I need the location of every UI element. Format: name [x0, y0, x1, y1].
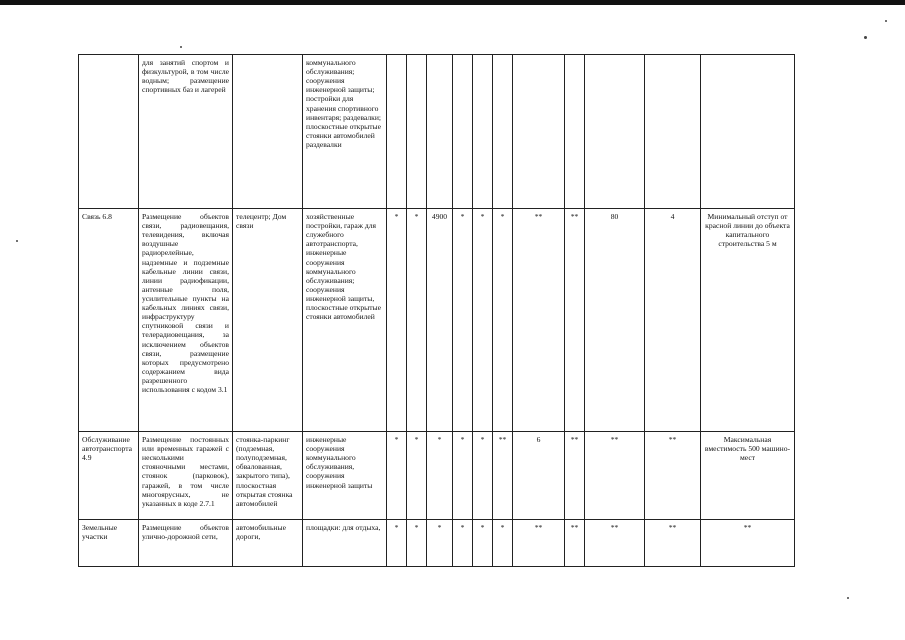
- parameter-cell: [427, 55, 453, 209]
- parameter-cell: *: [387, 209, 407, 432]
- parameter-cell: [473, 55, 493, 209]
- parameter-cell: *: [493, 209, 513, 432]
- parameter-cell: **: [585, 520, 645, 567]
- parameter-cell: *: [493, 520, 513, 567]
- scan-speck: [864, 36, 867, 39]
- parameter-cell: [513, 55, 565, 209]
- use-examples-cell: автомобильные дороги,: [233, 520, 303, 567]
- scan-speck: [847, 597, 849, 599]
- use-description-cell: Размещение объектов связи, радиовещания, телевидения, включая воздушные радиорелейные, надземные и подземные кабельные линии связи, линии радиофикации, антенные поля, усилительные пункты на кабельных линиях связи, инфраструктуру спутниковой связи и телерадиовещания, за исключением объектов связи, размещение которых предусмотрено содержанием вида разрешенного использования с кодом 3.1: [139, 209, 233, 432]
- table-row: [79, 432, 795, 520]
- parameter-cell: [453, 55, 473, 209]
- scan-top-edge: [0, 0, 905, 5]
- parameter-cell: **: [565, 520, 585, 567]
- table-row: [79, 520, 795, 567]
- parameter-cell: *: [453, 209, 473, 432]
- use-description-cell: Размещение постоянных или временных гаражей с несколькими стояночными местами, стоянок (парковок), гаражей, в том числе многоярусных, не указанных в коде 2.7.1: [139, 432, 233, 520]
- use-description-cell: Размещение объектов улично-дорожной сети,: [139, 520, 233, 567]
- parameter-cell: *: [453, 520, 473, 567]
- parameter-cell: **: [585, 432, 645, 520]
- parameter-cell: [565, 55, 585, 209]
- note-cell: Минимальный отступ от красной линии до объекта капитального строительства 5 м: [701, 209, 795, 432]
- parameter-cell: *: [473, 209, 493, 432]
- auxiliary-uses-cell: коммунального обслуживания; сооружения инженерной защиты; постройки для хранения спортивного инвентаря; раздевалки; плоскостные открытые стоянки автомобилей раздевалки: [303, 55, 387, 209]
- parameter-cell: *: [407, 209, 427, 432]
- parameter-cell: *: [453, 432, 473, 520]
- parameter-cell: *: [427, 520, 453, 567]
- parameter-cell: [407, 55, 427, 209]
- parameter-cell: *: [427, 432, 453, 520]
- parameter-cell: [585, 55, 645, 209]
- use-name-cell: Земельные участки: [79, 520, 139, 567]
- auxiliary-uses-cell: инженерные сооружения коммунального обслуживания, сооружения инженерной защиты: [303, 432, 387, 520]
- note-cell: **: [701, 520, 795, 567]
- use-name-cell: Обслуживание автотранспорта 4.9: [79, 432, 139, 520]
- use-name-cell: Связь 6.8: [79, 209, 139, 432]
- parameter-cell: **: [565, 209, 585, 432]
- parameter-cell: *: [387, 520, 407, 567]
- parameter-cell: **: [645, 432, 701, 520]
- parameter-cell: *: [473, 520, 493, 567]
- use-examples-cell: телецентр; Дом связи: [233, 209, 303, 432]
- parameter-cell: *: [387, 432, 407, 520]
- auxiliary-uses-cell: хозяйственные постройки, гараж для служебного автотранспорта, инженерные сооружения коммунального обслуживания; сооружения инженерной защиты, плоскостные открытые стоянки автомобилей: [303, 209, 387, 432]
- parameter-cell: 80: [585, 209, 645, 432]
- note-cell: [701, 55, 795, 209]
- scan-speck: [16, 240, 18, 242]
- parameter-cell: [493, 55, 513, 209]
- parameter-cell: **: [493, 432, 513, 520]
- parameter-cell: 6: [513, 432, 565, 520]
- note-cell: Максимальная вместимость 500 машино-мест: [701, 432, 795, 520]
- parameter-cell: *: [407, 520, 427, 567]
- parameter-cell: *: [407, 432, 427, 520]
- parameter-cell: [387, 55, 407, 209]
- use-name-cell: [79, 55, 139, 209]
- parameter-cell: 4900: [427, 209, 453, 432]
- parameter-cell: *: [473, 432, 493, 520]
- use-examples-cell: [233, 55, 303, 209]
- use-description-cell: для занятий спортом и физкультурой, в том числе водным; размещение спортивных баз и лагерей: [139, 55, 233, 209]
- scan-speck: [180, 46, 182, 48]
- use-examples-cell: стоянка-паркинг (подземная, полуподземная, обвалованная, закрытого типа), плоскостная открытая стоянка автомобилей: [233, 432, 303, 520]
- parameter-cell: **: [513, 209, 565, 432]
- parameter-cell: **: [565, 432, 585, 520]
- parameter-cell: **: [513, 520, 565, 567]
- parameter-cell: [645, 55, 701, 209]
- parameter-cell: **: [645, 520, 701, 567]
- scan-speck: [885, 20, 887, 22]
- auxiliary-uses-cell: площадки: для отдыха,: [303, 520, 387, 567]
- parameter-cell: 4: [645, 209, 701, 432]
- table-row: [79, 209, 795, 432]
- regulation-table: [78, 54, 795, 567]
- table-row: [79, 55, 795, 209]
